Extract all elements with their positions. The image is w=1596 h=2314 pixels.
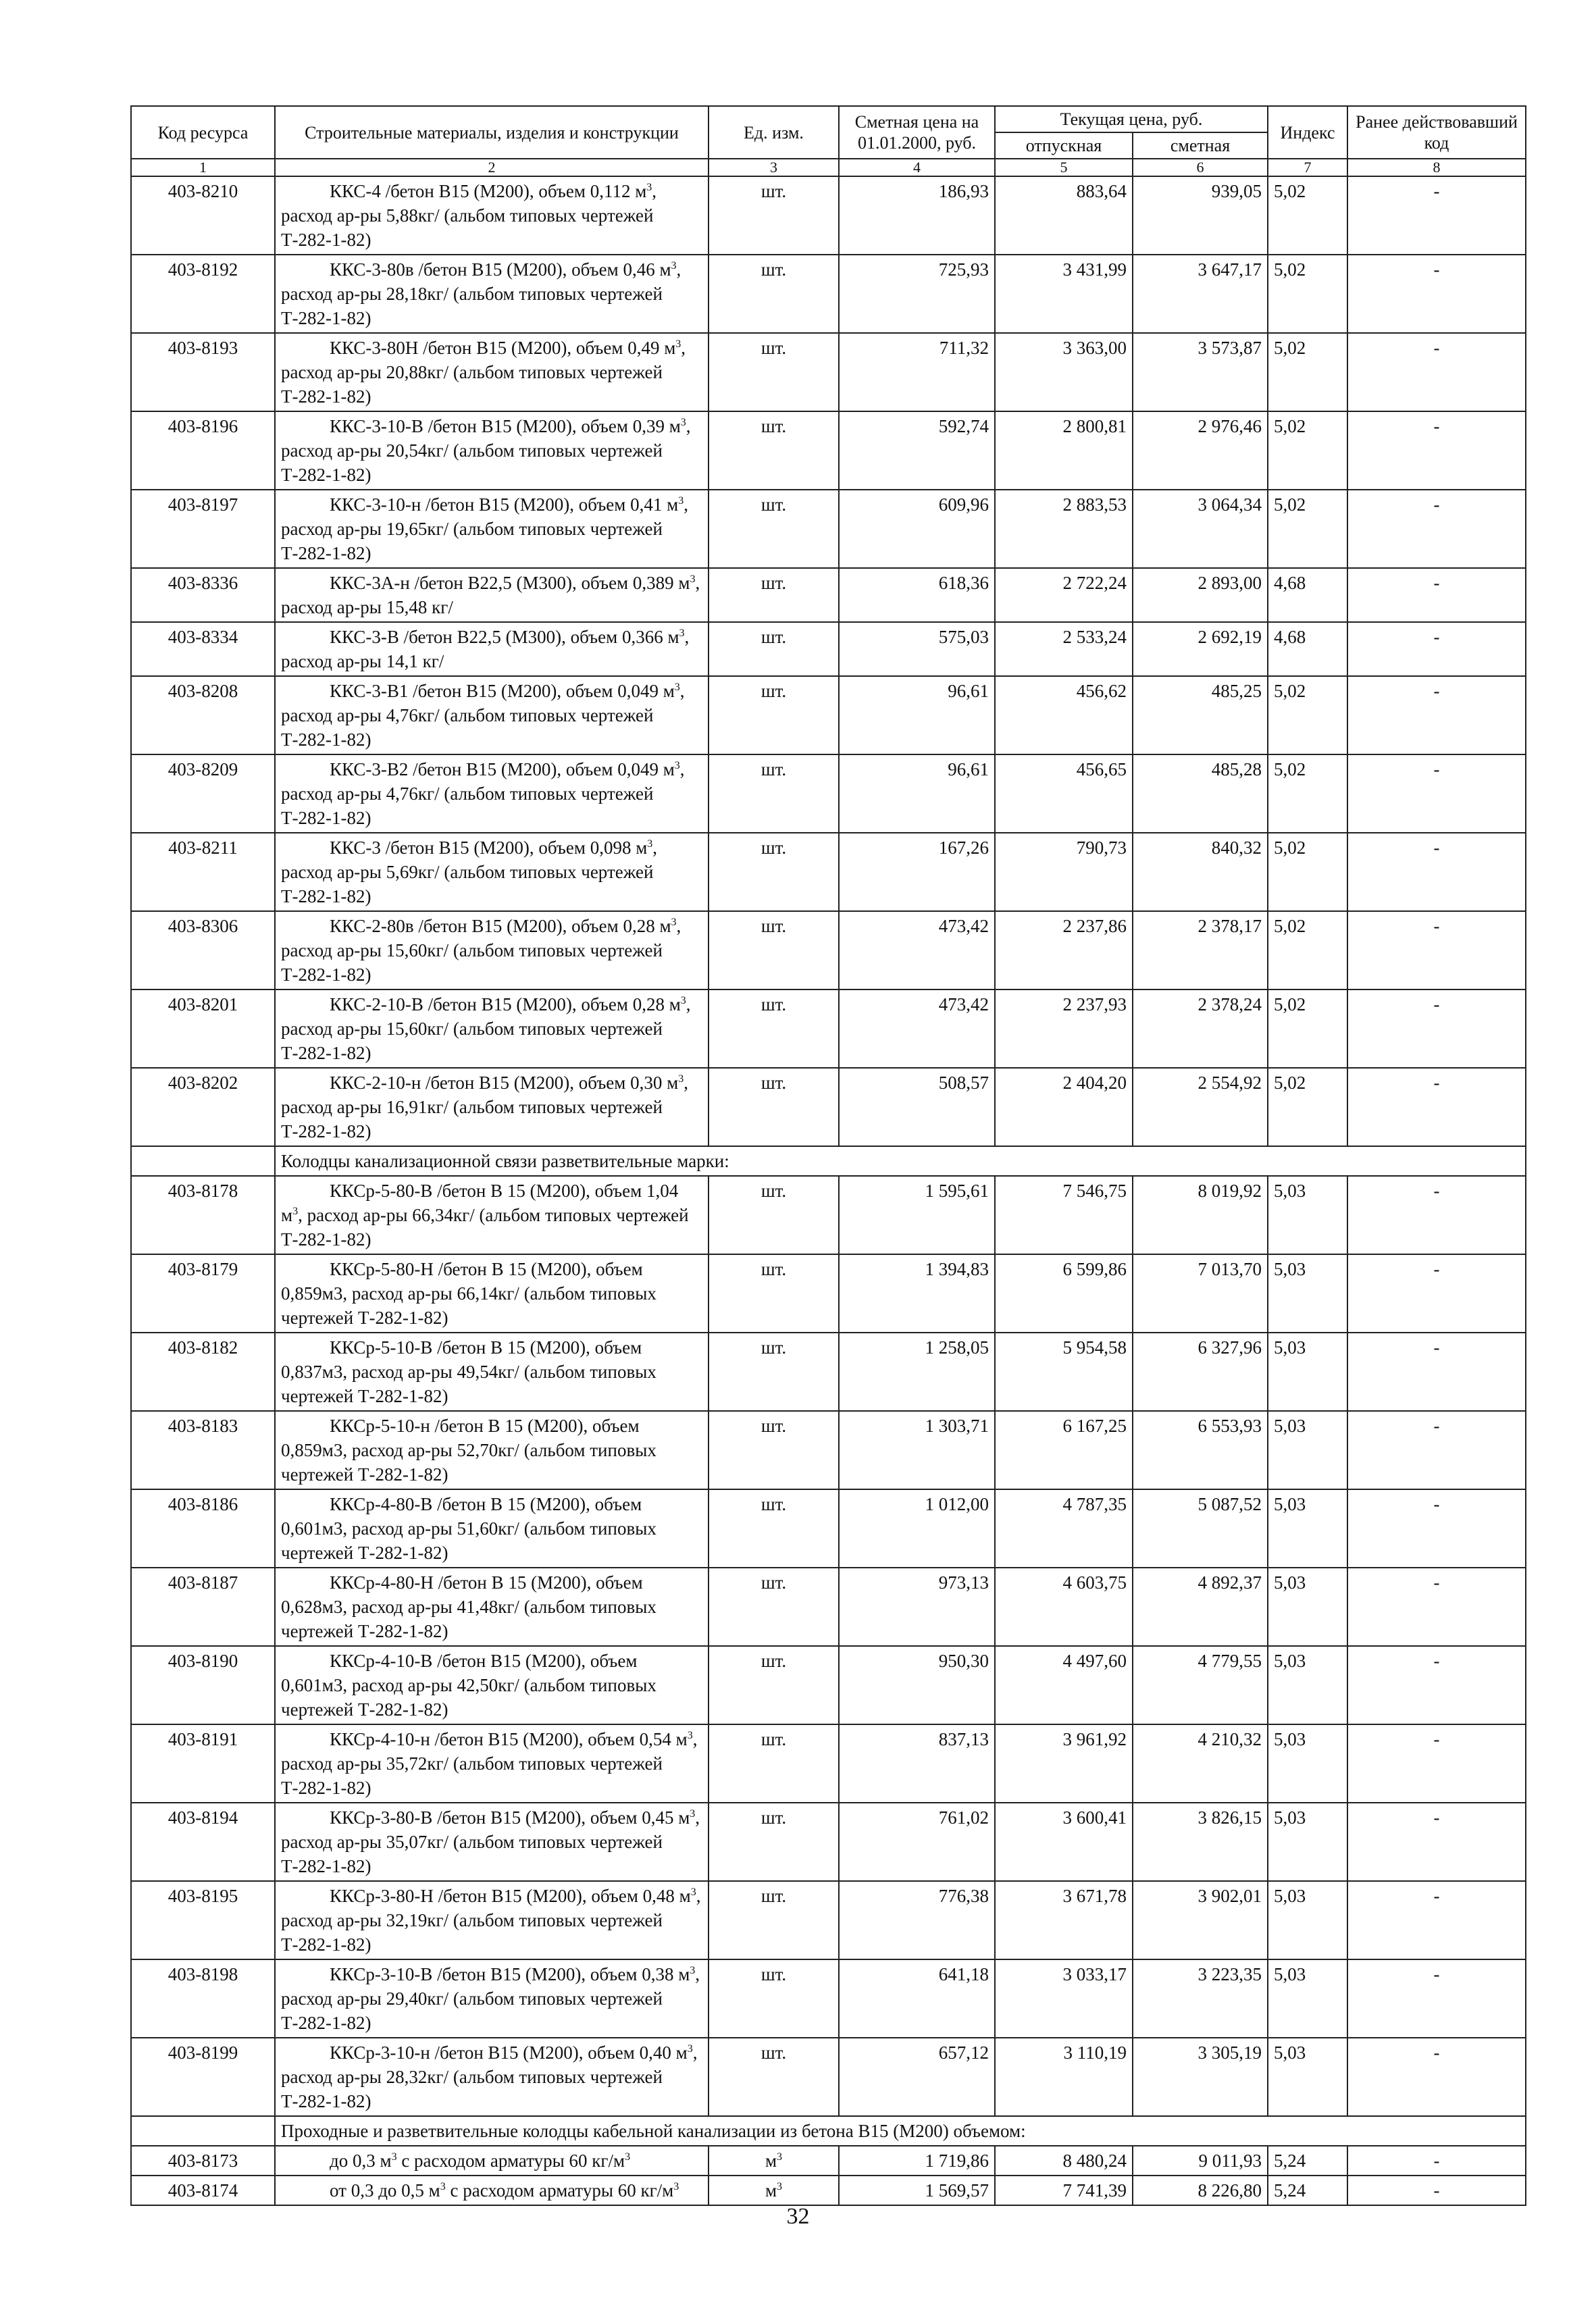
table-row [131, 1068, 1526, 1146]
resource-code: 403-8334 [131, 622, 275, 676]
table-row [131, 754, 1526, 833]
previous-code: - [1347, 1646, 1526, 1724]
base-price: 837,13 [839, 1724, 995, 1803]
base-price: 1 569,57 [839, 2176, 995, 2205]
table-header [131, 106, 1526, 176]
unit: шт. [709, 1411, 839, 1489]
previous-code: - [1347, 1333, 1526, 1411]
estimate-price: 840,32 [1133, 833, 1268, 911]
column-number: 2 [275, 159, 709, 176]
resource-code: 403-8186 [131, 1489, 275, 1568]
estimate-price: 2 976,46 [1133, 411, 1268, 490]
price-index: 5,02 [1268, 411, 1347, 490]
section-heading-spacer [131, 2116, 275, 2146]
resource-code: 403-8199 [131, 2038, 275, 2116]
estimate-price: 939,05 [1133, 176, 1268, 255]
estimate-price: 4 779,55 [1133, 1646, 1268, 1724]
previous-code: - [1347, 1068, 1526, 1146]
unit: шт. [709, 1568, 839, 1646]
price-index: 5,02 [1268, 333, 1347, 411]
previous-code: - [1347, 1881, 1526, 1959]
previous-code: - [1347, 1411, 1526, 1489]
price-index: 5,03 [1268, 1803, 1347, 1881]
unit: шт. [709, 622, 839, 676]
resource-code: 403-8190 [131, 1646, 275, 1724]
base-price: 761,02 [839, 1803, 995, 1881]
base-price: 473,42 [839, 911, 995, 989]
base-price: 473,42 [839, 989, 995, 1068]
estimate-price: 3 902,01 [1133, 1881, 1268, 1959]
column-number: 5 [995, 159, 1133, 176]
price-index: 5,03 [1268, 2038, 1347, 2116]
base-price: 1 303,71 [839, 1411, 995, 1489]
price-index: 5,03 [1268, 1646, 1347, 1724]
previous-code: - [1347, 2146, 1526, 2176]
header-index: Индекс [1268, 106, 1347, 159]
previous-code: - [1347, 1176, 1526, 1254]
column-number: 4 [839, 159, 995, 176]
resource-code: 403-8201 [131, 989, 275, 1068]
table-row [131, 1489, 1526, 1568]
table-row [131, 676, 1526, 754]
base-price: 711,32 [839, 333, 995, 411]
price-index: 4,68 [1268, 568, 1347, 622]
table-row [131, 833, 1526, 911]
base-price: 776,38 [839, 1881, 995, 1959]
release-price: 4 603,75 [995, 1568, 1133, 1646]
base-price: 1 394,83 [839, 1254, 995, 1333]
unit: шт. [709, 568, 839, 622]
unit: шт. [709, 1881, 839, 1959]
release-price: 4 787,35 [995, 1489, 1133, 1568]
base-price: 950,30 [839, 1646, 995, 1724]
section-heading-row [131, 2116, 1526, 2146]
resource-code: 403-8174 [131, 2176, 275, 2205]
previous-code: - [1347, 1803, 1526, 1881]
estimate-price: 7 013,70 [1133, 1254, 1268, 1333]
unit: шт. [709, 1176, 839, 1254]
base-price: 508,57 [839, 1068, 995, 1146]
material-description: ККСр-3-10-н /бетон В15 (М200), объем 0,40 $м^3$, расход ар-ры 28,32кг/ (альбом типовых чертежей Т-282-1-82) [275, 2038, 709, 2116]
price-index: 5,02 [1268, 911, 1347, 989]
base-price: 96,61 [839, 676, 995, 754]
estimate-price: 2 554,92 [1133, 1068, 1268, 1146]
base-price: 657,12 [839, 2038, 995, 2116]
estimate-price: 2 692,19 [1133, 622, 1268, 676]
material-description: ККСр-5-10-В /бетон В 15 (М200), объем 0,837м3, расход ар-ры 49,54кг/ (альбом типовых чертежей Т-282-1-82) [275, 1333, 709, 1411]
unit: шт. [709, 1333, 839, 1411]
column-number: 6 [1133, 159, 1268, 176]
unit: шт. [709, 1489, 839, 1568]
section-heading-row [131, 1146, 1526, 1176]
material-description: ККС-3А-н /бетон В22,5 (М300), объем 0,389 $м^3$, расход ар-ры 15,48 кг/ [275, 568, 709, 622]
release-price: 456,62 [995, 676, 1133, 754]
previous-code: - [1347, 411, 1526, 490]
material-description: до 0,3 $м^3$ с расходом арматуры 60 $кг/м^3$ [275, 2146, 709, 2176]
material-description: ККСр-5-80-В /бетон В 15 (М200), объем 1,04 $м^3$, расход ар-ры 66,34кг/ (альбом типовых чертежей Т-282-1-82) [275, 1176, 709, 1254]
price-index: 5,03 [1268, 1959, 1347, 2038]
release-price: 7 546,75 [995, 1176, 1133, 1254]
price-index: 5,02 [1268, 1068, 1347, 1146]
material-description: ККС-3-10-н /бетон В15 (М200), объем 0,41 $м^3$, расход ар-ры 19,65кг/ (альбом типовых чертежей Т-282-1-82) [275, 490, 709, 568]
release-price: 883,64 [995, 176, 1133, 255]
base-price: 1 595,61 [839, 1176, 995, 1254]
base-price: 609,96 [839, 490, 995, 568]
release-price: 790,73 [995, 833, 1133, 911]
table-row [131, 490, 1526, 568]
resource-code: 403-8197 [131, 490, 275, 568]
column-number: 1 [131, 159, 275, 176]
resource-code: 403-8179 [131, 1254, 275, 1333]
previous-code: - [1347, 1568, 1526, 1646]
unit: шт. [709, 911, 839, 989]
previous-code: - [1347, 1254, 1526, 1333]
table-row [131, 333, 1526, 411]
estimate-price: 8 226,80 [1133, 2176, 1268, 2205]
base-price: 641,18 [839, 1959, 995, 2038]
material-description: ККСр-4-80-В /бетон В 15 (М200), объем 0,601м3, расход ар-ры 51,60кг/ (альбом типовых чертежей Т-282-1-82) [275, 1489, 709, 1568]
unit: шт. [709, 989, 839, 1068]
previous-code: - [1347, 333, 1526, 411]
section-heading: Колодцы канализационной связи разветвительные марки: [275, 1146, 1526, 1176]
table-row [131, 2038, 1526, 2116]
header-unit: Ед. изм. [709, 106, 839, 159]
release-price: 3 110,19 [995, 2038, 1133, 2116]
resource-code: 403-8194 [131, 1803, 275, 1881]
previous-code: - [1347, 568, 1526, 622]
table-row [131, 2146, 1526, 2176]
unit: шт. [709, 754, 839, 833]
release-price: 2 404,20 [995, 1068, 1133, 1146]
column-numbers-row [131, 159, 1526, 176]
table-row [131, 1411, 1526, 1489]
price-index: 5,03 [1268, 1881, 1347, 1959]
resource-code: 403-8209 [131, 754, 275, 833]
material-description: ККСр-5-10-н /бетон В 15 (М200), объем 0,859м3, расход ар-ры 52,70кг/ (альбом типовых чертежей Т-282-1-82) [275, 1411, 709, 1489]
table-row [131, 2176, 1526, 2205]
estimate-price: 5 087,52 [1133, 1489, 1268, 1568]
release-price: 3 671,78 [995, 1881, 1133, 1959]
price-index: 5,02 [1268, 176, 1347, 255]
unit: шт. [709, 411, 839, 490]
estimate-price: 4 892,37 [1133, 1568, 1268, 1646]
unit: шт. [709, 176, 839, 255]
base-price: 575,03 [839, 622, 995, 676]
price-index: 5,03 [1268, 1333, 1347, 1411]
price-index: 5,02 [1268, 676, 1347, 754]
price-index: 5,03 [1268, 1724, 1347, 1803]
unit: шт. [709, 490, 839, 568]
release-price: 8 480,24 [995, 2146, 1133, 2176]
resource-code: 403-8336 [131, 568, 275, 622]
resource-code: 403-8210 [131, 176, 275, 255]
price-index: 4,68 [1268, 622, 1347, 676]
previous-code: - [1347, 989, 1526, 1068]
unit: шт. [709, 1068, 839, 1146]
unit: шт. [709, 1724, 839, 1803]
header-base-price: Сметная цена на 01.01.2000, руб. [839, 106, 995, 159]
resource-code: 403-8202 [131, 1068, 275, 1146]
release-price: 3 961,92 [995, 1724, 1133, 1803]
previous-code: - [1347, 255, 1526, 333]
table-row [131, 1176, 1526, 1254]
unit: шт. [709, 1959, 839, 2038]
table-row [131, 568, 1526, 622]
estimate-price: 9 011,93 [1133, 2146, 1268, 2176]
release-price: 2 722,24 [995, 568, 1133, 622]
estimate-price: 2 378,24 [1133, 989, 1268, 1068]
unit: шт. [709, 833, 839, 911]
column-number: 7 [1268, 159, 1347, 176]
release-price: 2 800,81 [995, 411, 1133, 490]
base-price: 592,74 [839, 411, 995, 490]
previous-code: - [1347, 754, 1526, 833]
price-index: 5,24 [1268, 2146, 1347, 2176]
table-row [131, 1881, 1526, 1959]
unit: шт. [709, 1803, 839, 1881]
resource-code: 403-8193 [131, 333, 275, 411]
price-index: 5,03 [1268, 1176, 1347, 1254]
previous-code: - [1347, 490, 1526, 568]
table-row [131, 176, 1526, 255]
previous-code: - [1347, 1959, 1526, 2038]
base-price: 618,36 [839, 568, 995, 622]
table-row [131, 622, 1526, 676]
material-description: ККС-3-80в /бетон В15 (М200), объем 0,46 $м^3$, расход ар-ры 28,18кг/ (альбом типовых чертежей Т-282-1-82) [275, 255, 709, 333]
resource-code: 403-8173 [131, 2146, 275, 2176]
material-description: ККС-2-10-В /бетон В15 (М200), объем 0,28 $м^3$, расход ар-ры 15,60кг/ (альбом типовых чертежей Т-282-1-82) [275, 989, 709, 1068]
header-materials: Строительные материалы, изделия и конструкции [275, 106, 709, 159]
price-index: 5,03 [1268, 1411, 1347, 1489]
release-price: 3 033,17 [995, 1959, 1133, 2038]
price-index: 5,02 [1268, 255, 1347, 333]
header-code: Код ресурса [131, 106, 275, 159]
table-row [131, 911, 1526, 989]
price-index: 5,24 [1268, 2176, 1347, 2205]
estimate-price: 485,25 [1133, 676, 1268, 754]
table-row [131, 411, 1526, 490]
release-price: 2 883,53 [995, 490, 1133, 568]
previous-code: - [1347, 911, 1526, 989]
resource-code: 403-8191 [131, 1724, 275, 1803]
estimate-price: 485,28 [1133, 754, 1268, 833]
material-description: ККСр-3-80-В /бетон В15 (М200), объем 0,45 $м^3$, расход ар-ры 35,07кг/ (альбом типовых чертежей Т-282-1-82) [275, 1803, 709, 1881]
estimate-price: 2 378,17 [1133, 911, 1268, 989]
section-heading-spacer [131, 1146, 275, 1176]
estimate-price: 6 553,93 [1133, 1411, 1268, 1489]
previous-code: - [1347, 1489, 1526, 1568]
unit: шт. [709, 255, 839, 333]
price-index: 5,02 [1268, 754, 1347, 833]
release-price: 7 741,39 [995, 2176, 1133, 2205]
price-index: 5,03 [1268, 1568, 1347, 1646]
resource-code: 403-8182 [131, 1333, 275, 1411]
base-price: 167,26 [839, 833, 995, 911]
estimate-price: 8 019,92 [1133, 1176, 1268, 1254]
material-description: ККСр-4-80-Н /бетон В 15 (М200), объем 0,628м3, расход ар-ры 41,48кг/ (альбом типовых чертежей Т-282-1-82) [275, 1568, 709, 1646]
price-table [130, 105, 1526, 2206]
release-price: 5 954,58 [995, 1333, 1133, 1411]
estimate-price: 3 647,17 [1133, 255, 1268, 333]
header-estimate-price: сметная [1133, 132, 1268, 159]
material-description: ККС-4 /бетон В15 (М200), объем 0,112 $м^3$, расход ар-ры 5,88кг/ (альбом типовых чертежей Т-282-1-82) [275, 176, 709, 255]
material-description: от 0,3 до 0,5 $м^3$ с расходом арматуры 60 $кг/м^3$ [275, 2176, 709, 2205]
resource-code: 403-8306 [131, 911, 275, 989]
resource-code: 403-8195 [131, 1881, 275, 1959]
column-number: 8 [1347, 159, 1526, 176]
price-index: 5,02 [1268, 989, 1347, 1068]
previous-code: - [1347, 676, 1526, 754]
resource-code: 403-8196 [131, 411, 275, 490]
table-row [131, 1646, 1526, 1724]
release-price: 2 533,24 [995, 622, 1133, 676]
release-price: 3 600,41 [995, 1803, 1133, 1881]
material-description: ККС-3-10-В /бетон В15 (М200), объем 0,39 $м^3$, расход ар-ры 20,54кг/ (альбом типовых чертежей Т-282-1-82) [275, 411, 709, 490]
base-price: 725,93 [839, 255, 995, 333]
price-index: 5,02 [1268, 833, 1347, 911]
release-price: 6 599,86 [995, 1254, 1133, 1333]
material-description: ККСр-4-10-н /бетон В15 (М200), объем 0,54 $м^3$, расход ар-ры 35,72кг/ (альбом типовых чертежей Т-282-1-82) [275, 1724, 709, 1803]
table-row [131, 1333, 1526, 1411]
base-price: 1 258,05 [839, 1333, 995, 1411]
material-description: ККС-3 /бетон В15 (М200), объем 0,098 $м^3$, расход ар-ры 5,69кг/ (альбом типовых чертежей Т-282-1-82) [275, 833, 709, 911]
estimate-price: 3 826,15 [1133, 1803, 1268, 1881]
table-row [131, 1959, 1526, 2038]
estimate-price: 2 893,00 [1133, 568, 1268, 622]
release-price: 4 497,60 [995, 1646, 1133, 1724]
material-description: ККСр-5-80-Н /бетон В 15 (М200), объем 0,859м3, расход ар-ры 66,14кг/ (альбом типовых чертежей Т-282-1-82) [275, 1254, 709, 1333]
price-index: 5,02 [1268, 490, 1347, 568]
release-price: 2 237,93 [995, 989, 1133, 1068]
previous-code: - [1347, 176, 1526, 255]
material-description: ККСр-3-10-В /бетон В15 (М200), объем 0,38 $м^3$, расход ар-ры 29,40кг/ (альбом типовых чертежей Т-282-1-82) [275, 1959, 709, 2038]
section-heading: Проходные и разветвительные колодцы кабельной канализации из бетона В15 (М200) объемом: [275, 2116, 1526, 2146]
release-price: 456,65 [995, 754, 1133, 833]
table-row [131, 1724, 1526, 1803]
table-body [131, 176, 1526, 2205]
release-price: 6 167,25 [995, 1411, 1133, 1489]
estimate-price: 3 223,35 [1133, 1959, 1268, 2038]
previous-code: - [1347, 622, 1526, 676]
estimate-price: 3 573,87 [1133, 333, 1268, 411]
resource-code: 403-8192 [131, 255, 275, 333]
material-description: ККС-2-10-н /бетон В15 (М200), объем 0,30 $м^3$, расход ар-ры 16,91кг/ (альбом типовых чертежей Т-282-1-82) [275, 1068, 709, 1146]
unit: шт. [709, 333, 839, 411]
resource-code: 403-8198 [131, 1959, 275, 2038]
base-price: 973,13 [839, 1568, 995, 1646]
estimate-price: 4 210,32 [1133, 1724, 1268, 1803]
base-price: 186,93 [839, 176, 995, 255]
table-row [131, 1254, 1526, 1333]
unit: шт. [709, 2038, 839, 2116]
unit: шт. [709, 1646, 839, 1724]
table-row [131, 989, 1526, 1068]
material-description: ККС-3-80Н /бетон В15 (М200), объем 0,49 $м^3$, расход ар-ры 20,88кг/ (альбом типовых чертежей Т-282-1-82) [275, 333, 709, 411]
material-description: ККС-2-80в /бетон В15 (М200), объем 0,28 $м^3$, расход ар-ры 15,60кг/ (альбом типовых чертежей Т-282-1-82) [275, 911, 709, 989]
header-release-price: отпускная [995, 132, 1133, 159]
unit: $м^3$ [709, 2146, 839, 2176]
estimate-price: 6 327,96 [1133, 1333, 1268, 1411]
price-index: 5,03 [1268, 1254, 1347, 1333]
base-price: 1 012,00 [839, 1489, 995, 1568]
resource-code: 403-8178 [131, 1176, 275, 1254]
estimate-price: 3 064,34 [1133, 490, 1268, 568]
previous-code: - [1347, 1724, 1526, 1803]
page-number: 32 [786, 2204, 810, 2229]
material-description: ККСр-3-80-Н /бетон В15 (М200), объем 0,48 $м^3$, расход ар-ры 32,19кг/ (альбом типовых чертежей Т-282-1-82) [275, 1881, 709, 1959]
release-price: 3 363,00 [995, 333, 1133, 411]
base-price: 1 719,86 [839, 2146, 995, 2176]
previous-code: - [1347, 833, 1526, 911]
resource-code: 403-8187 [131, 1568, 275, 1646]
header-current-price: Текущая цена, руб. [995, 106, 1268, 132]
previous-code: - [1347, 2038, 1526, 2116]
estimate-price: 3 305,19 [1133, 2038, 1268, 2116]
release-price: 3 431,99 [995, 255, 1133, 333]
material-description: ККС-3-В2 /бетон В15 (М200), объем 0,049 $м^3$, расход ар-ры 4,76кг/ (альбом типовых чертежей Т-282-1-82) [275, 754, 709, 833]
unit: шт. [709, 1254, 839, 1333]
unit: шт. [709, 676, 839, 754]
table-row [131, 1568, 1526, 1646]
unit: $м^3$ [709, 2176, 839, 2205]
resource-code: 403-8183 [131, 1411, 275, 1489]
material-description: ККС-3-В1 /бетон В15 (М200), объем 0,049 $м^3$, расход ар-ры 4,76кг/ (альбом типовых чертежей Т-282-1-82) [275, 676, 709, 754]
column-number: 3 [709, 159, 839, 176]
price-index: 5,03 [1268, 1489, 1347, 1568]
resource-code: 403-8208 [131, 676, 275, 754]
base-price: 96,61 [839, 754, 995, 833]
material-description: ККС-3-В /бетон В22,5 (М300), объем 0,366 $м^3$, расход ар-ры 14,1 кг/ [275, 622, 709, 676]
resource-code: 403-8211 [131, 833, 275, 911]
release-price: 2 237,86 [995, 911, 1133, 989]
material-description: ККСр-4-10-В /бетон В15 (М200), объем 0,601м3, расход ар-ры 42,50кг/ (альбом типовых чертежей Т-282-1-82) [275, 1646, 709, 1724]
table-row [131, 1803, 1526, 1881]
table-row [131, 255, 1526, 333]
header-previous-code: Ранее действовавший код [1347, 106, 1526, 159]
previous-code: - [1347, 2176, 1526, 2205]
